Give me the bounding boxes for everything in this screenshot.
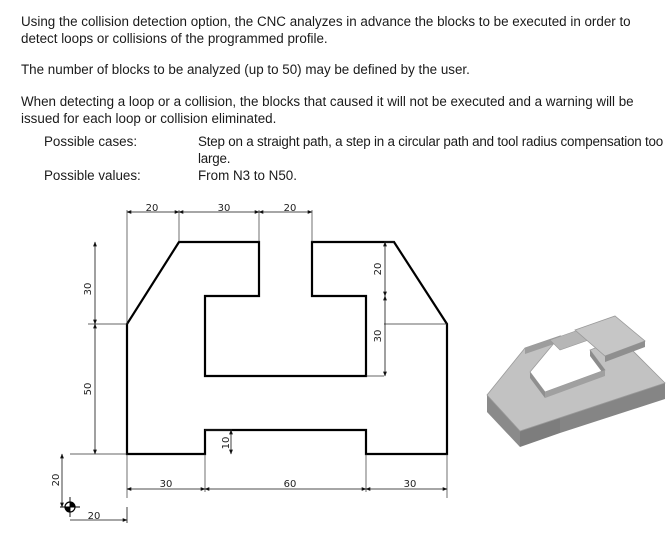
possible-cases-label: Possible cases:: [44, 134, 138, 149]
profile-outline: [127, 242, 447, 454]
dim-right-top: 20: [373, 262, 384, 276]
blocks-paragraph: The number of blocks to be analyzed (up to 50) may be defined by the user.: [21, 62, 470, 77]
dim-bottom-left: 30: [159, 479, 173, 490]
profile-drawing: [0, 190, 672, 533]
dim-origin-x: 20: [87, 511, 101, 522]
intro-paragraph: Using the collision detection option, the CNC analyzes in advance the blocks to be executed in order to detect loops or collisions of the programmed profile.: [21, 14, 631, 46]
warning-paragraph: When detecting a loop or a collision, the blocks that caused it will not be executed and a warning will be issued for each loop or collision eliminated.: [21, 94, 634, 126]
part-3d-illustration: [487, 316, 665, 447]
possible-cases-value: Step on a straight path, a step in a circular path and tool radius compensation too large.: [198, 134, 664, 166]
dim-bottom-right: 30: [403, 479, 417, 490]
dim-top-right: 20: [283, 203, 297, 214]
dim-top-left: 20: [145, 203, 159, 214]
dim-left-upper: 30: [83, 282, 94, 296]
dim-origin-y: 20: [51, 473, 62, 487]
possible-values-label: Possible values:: [44, 168, 141, 183]
origin-symbol: [60, 497, 80, 517]
dim-top-mid: 30: [217, 203, 231, 214]
dim-left-lower: 50: [83, 382, 94, 396]
dim-bottom-mid: 60: [283, 479, 297, 490]
possible-values-value: From N3 to N50.: [198, 168, 297, 183]
dim-notch: 10: [221, 436, 232, 450]
dim-right-mid: 30: [373, 329, 384, 343]
